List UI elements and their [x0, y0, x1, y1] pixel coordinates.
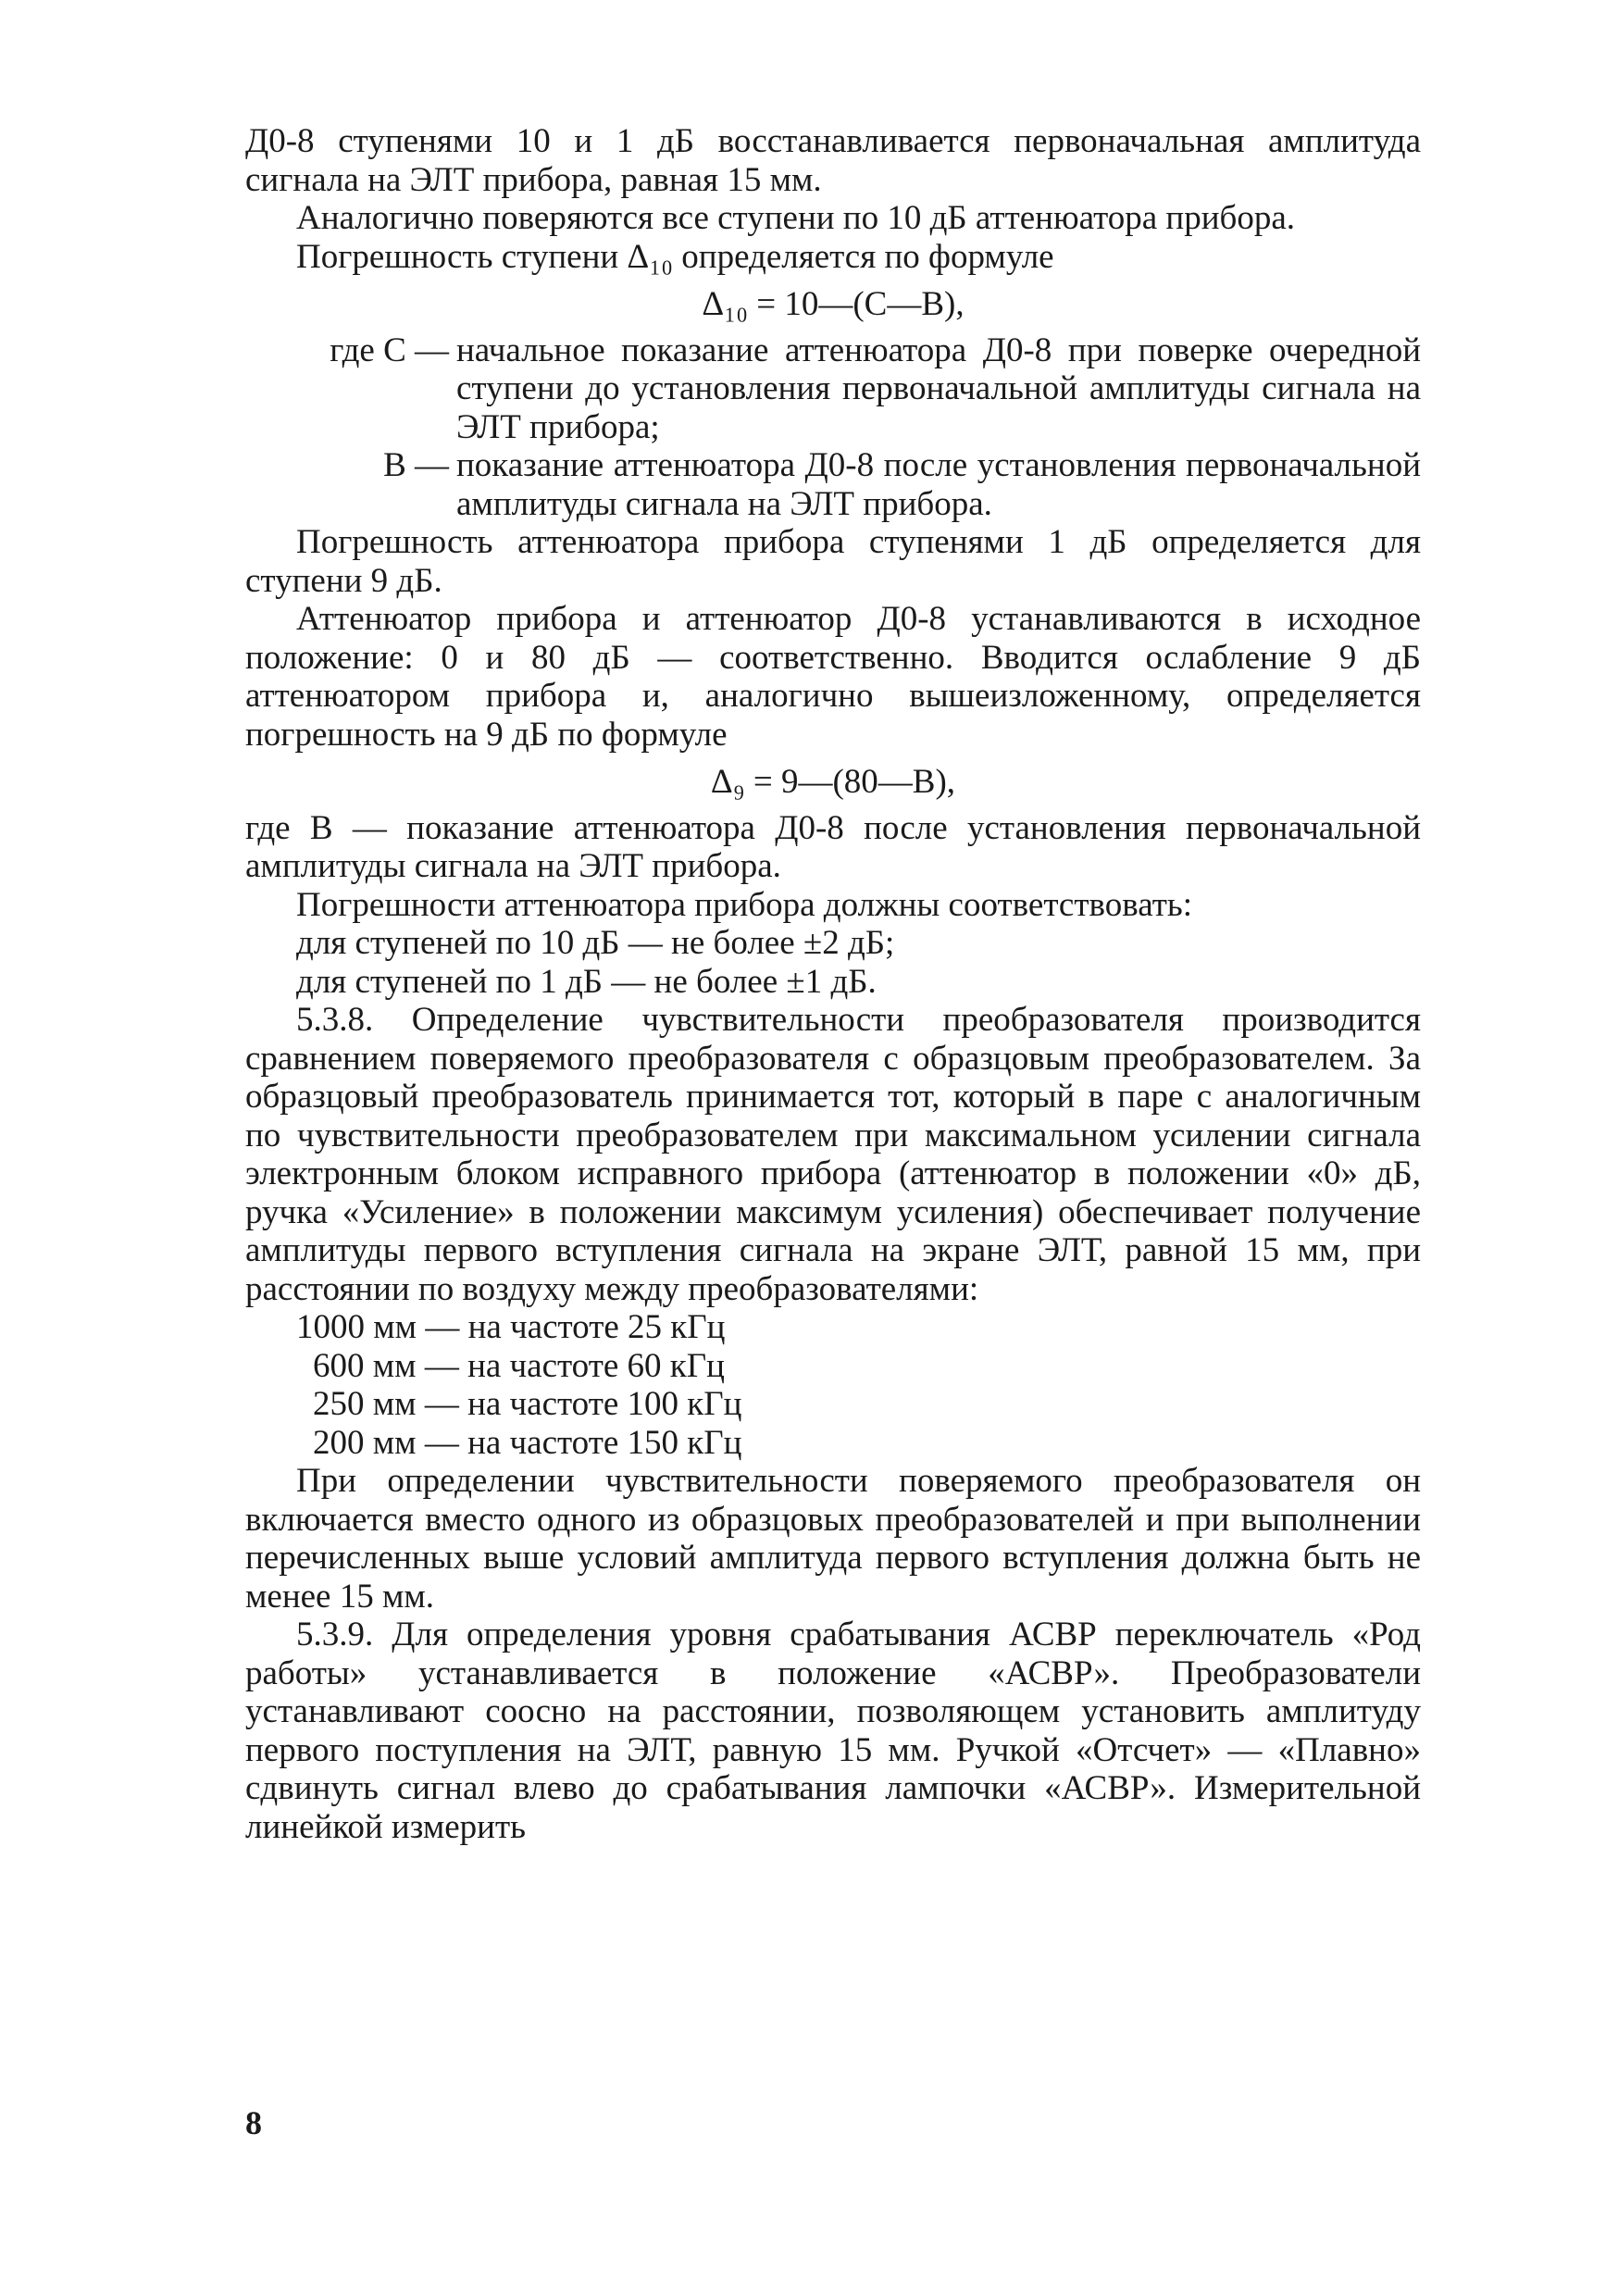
where-text-b: показание аттенюатора Д0-8 после установления первоначальной амплитуды сигнала на ЭЛТ прибора.	[456, 446, 1421, 523]
where-definition-c	[245, 331, 1421, 447]
frequency-item: 1000 мм — на частоте 25 кГц	[296, 1308, 726, 1346]
where-label-c: где С —	[330, 331, 449, 369]
requirement-10db: для ступеней по 10 дБ — не более ±2 дБ;	[296, 924, 895, 962]
paragraph-5-3-9: 5.3.9. Для определения уровня срабатывания АСВР переключатель «Род работы» устанавливается в положение «АСВР». Преобразователи устанавливают соосно на расстоянии, позволяющем установить амплитуду первого поступления на ЭЛТ, равную 15 мм. Ручкой «Отсчет» — «Плавно» сдвинуть сигнал влево до срабатывания лампочки «АСВР». Измерительной линейкой измерить	[245, 1616, 1421, 1846]
formula-delta-9: Δ₉ = 9—(80—В),	[710, 763, 956, 801]
frequency-item: 250 мм — на частоте 100 кГц	[313, 1385, 742, 1423]
where-text-c: начальное показание аттенюатора Д0-8 при поверке очередной ступени до установления первоначальной амплитуды сигнала на ЭЛТ прибора;	[456, 331, 1421, 446]
page-number: 8	[245, 2104, 262, 2141]
paragraph-error-requirements: Погрешности аттенюатора прибора должны соответствовать:	[296, 885, 1193, 924]
paragraph-5-3-8: 5.3.8. Определение чувствительности преобразователя производится сравнением поверяемого преобразователя с образцовым преобразователем. За образцовый преобразователь принимается тот, который в паре с аналогичным по чувствительности преобразователем при максимальном усилении сигнала электронным блоком исправного прибора (аттенюатор в положении «0» дБ, ручка «Усиление» в положении максимум усиления) обеспечивает получение амплитуды первого вступления сигнала на экране ЭЛТ, равной 15 мм, при расстоянии по воздуху между преобразователями:	[245, 1001, 1421, 1308]
where-definition-b	[245, 446, 1421, 523]
paragraph-error-step-10: Погрешность ступени Δ₁₀ определяется по формуле	[296, 237, 1054, 276]
frequency-list	[245, 1308, 1421, 1462]
where-label-b: В —	[383, 446, 449, 484]
paragraph-sensitivity-check: При определении чувствительности поверяемого преобразователя он включается вместо одного из образцовых преобразователей и при выполнении перечисленных выше условий амплитуда первого вступления должна быть не менее 15 мм.	[245, 1462, 1421, 1616]
paragraph-continuation: Д0-8 ступенями 10 и 1 дБ восстанавливается первоначальная амплитуда сигнала на ЭЛТ прибора, равная 15 мм.	[245, 122, 1421, 199]
frequency-item: 600 мм — на частоте 60 кГц	[313, 1346, 725, 1385]
requirement-1db: для ступеней по 1 дБ — не более ±1 дБ.	[296, 962, 877, 1001]
paragraph-error-1db: Погрешность аттенюатора прибора ступенями 1 дБ определяется для ступени 9 дБ.	[245, 523, 1421, 600]
body-text	[245, 122, 1421, 1846]
formula-delta-10: Δ₁₀ = 10—(С—В),	[702, 285, 965, 323]
paragraph-attenuator-steps: Аналогично поверяются все ступени по 10 дБ аттенюатора прибора.	[296, 199, 1296, 237]
paragraph-initial-position: Аттенюатор прибора и аттенюатор Д0-8 устанавливаются в исходное положение: 0 и 80 дБ — соответственно. Вводится ослабление 9 дБ аттенюатором прибора и, аналогично вышеизложенному, определяется погрешность на 9 дБ по формуле	[245, 600, 1421, 754]
where-definition-b2: где В — показание аттенюатора Д0-8 после установления первоначальной амплитуды сигнала на ЭЛТ прибора.	[245, 808, 1421, 885]
frequency-item: 200 мм — на частоте 150 кГц	[313, 1423, 742, 1462]
